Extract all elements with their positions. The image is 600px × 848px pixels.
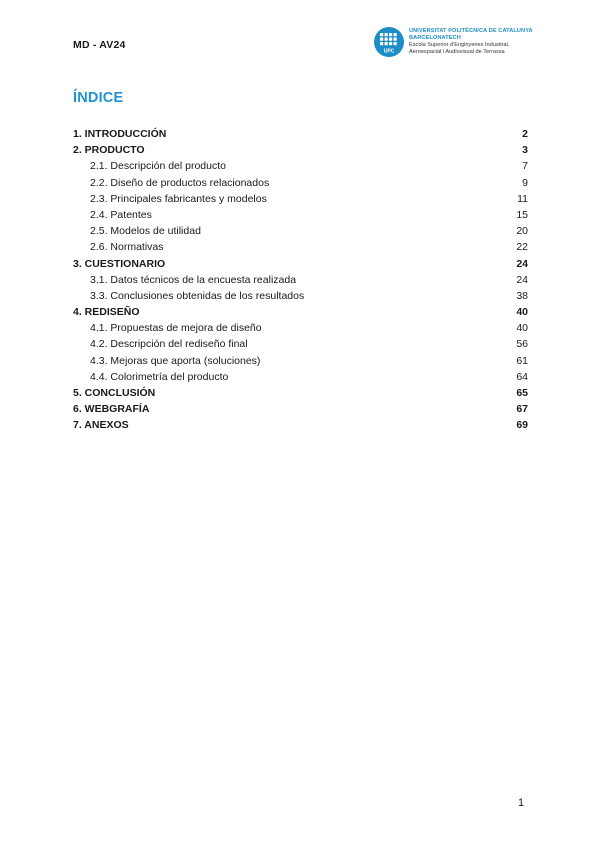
toc-entry[interactable] (73, 126, 528, 142)
toc-entry[interactable] (73, 288, 528, 304)
toc-entry-label: 2.3. Principales fabricantes y modelos (90, 192, 267, 205)
toc-entry[interactable] (73, 207, 528, 223)
toc-entry[interactable] (73, 191, 528, 207)
toc-entry-page: 40 (516, 322, 528, 335)
toc-entry-label: 2. PRODUCTO (73, 144, 145, 157)
toc-entry-page: 22 (516, 241, 528, 254)
toc-entry-label: 3. CUESTIONARIO (73, 257, 166, 270)
toc-entry-label: 2.4. Patentes (90, 208, 152, 221)
toc-entry-label: 2.5. Modelos de utilidad (90, 225, 201, 238)
table-of-contents (73, 126, 528, 434)
university-name: UNIVERSITAT POLITÈCNICA DE CATALUNYA (409, 28, 533, 34)
toc-entry[interactable] (73, 353, 528, 369)
university-tagline: BARCELONATECH (409, 34, 461, 41)
toc-entry-label: 6. WEBGRAFÍA (73, 403, 150, 416)
upc-logo (374, 27, 544, 63)
upc-mark-text: UPC (383, 48, 395, 55)
toc-entry-label: 5. CONCLUSIÓN (73, 387, 156, 399)
school-name-line1: Escola Superior d'Enginyeries Industrial, (409, 42, 510, 49)
toc-entry-label: 4.1. Propuestas de mejora de diseño (90, 322, 262, 335)
toc-entry-label: 3.3. Conclusiones obtenidas de los resultados (90, 289, 305, 302)
toc-entry[interactable] (73, 417, 528, 433)
toc-entry-page: 9 (522, 176, 528, 189)
toc-entry-page: 56 (516, 338, 528, 351)
page-number: 1 (518, 797, 525, 809)
toc-entry[interactable] (73, 256, 528, 272)
toc-title: ÍNDICE (73, 90, 124, 106)
toc-entry[interactable] (73, 320, 528, 336)
toc-entry[interactable] (73, 223, 528, 239)
toc-entry[interactable] (73, 304, 528, 320)
toc-entry-label: 1. INTRODUCCIÓN (73, 128, 167, 140)
toc-entry-label: 4.3. Mejoras que aporta (soluciones) (90, 354, 261, 367)
toc-entry-page: 2 (522, 128, 528, 140)
toc-entry-label: 4.4. Colorimetría del producto (90, 370, 229, 383)
toc-entry-page: 61 (516, 354, 528, 367)
toc-entry-label: 7. ANEXOS (73, 419, 129, 432)
toc-entry-page: 3 (522, 144, 528, 157)
toc-entry-page: 67 (516, 403, 528, 416)
toc-entry-page: 65 (516, 387, 528, 399)
toc-entry-page: 38 (516, 289, 528, 302)
toc-entry-label: 4. REDISEÑO (73, 306, 140, 319)
toc-entry[interactable] (73, 175, 528, 191)
toc-entry-label: 2.1. Descripción del producto (90, 160, 226, 173)
toc-entry-label: 3.1. Datos técnicos de la encuesta realizada (90, 273, 297, 286)
toc-entry[interactable] (73, 336, 528, 352)
document-code: MD - AV24 (73, 39, 126, 51)
toc-entry-page: 64 (516, 370, 528, 383)
toc-entry-label: 2.2. Diseño de productos relacionados (90, 176, 270, 189)
toc-entry[interactable] (73, 401, 528, 417)
toc-entry-page: 7 (522, 160, 528, 173)
logo-text (409, 28, 544, 55)
toc-entry[interactable] (73, 142, 528, 158)
toc-entry-label: 4.2. Descripción del rediseño final (90, 338, 248, 351)
toc-entry-page: 11 (517, 192, 528, 205)
toc-entry-page: 20 (516, 225, 528, 238)
toc-entry-page: 24 (516, 257, 528, 270)
school-name-line2: Aeroespacial i Audiovisual de Terrassa (409, 48, 505, 55)
toc-entry-page: 24 (516, 273, 528, 286)
toc-entry-page: 69 (516, 419, 528, 432)
toc-entry[interactable] (73, 369, 528, 385)
toc-entry-page: 15 (516, 208, 528, 221)
toc-entry[interactable] (73, 239, 528, 255)
toc-entry-label: 2.6. Normativas (90, 241, 164, 254)
toc-entry[interactable] (73, 385, 528, 401)
toc-entry[interactable] (73, 272, 528, 288)
upc-logo-icon (374, 27, 404, 57)
toc-entry[interactable] (73, 158, 528, 174)
toc-entry-page: 40 (516, 306, 528, 319)
